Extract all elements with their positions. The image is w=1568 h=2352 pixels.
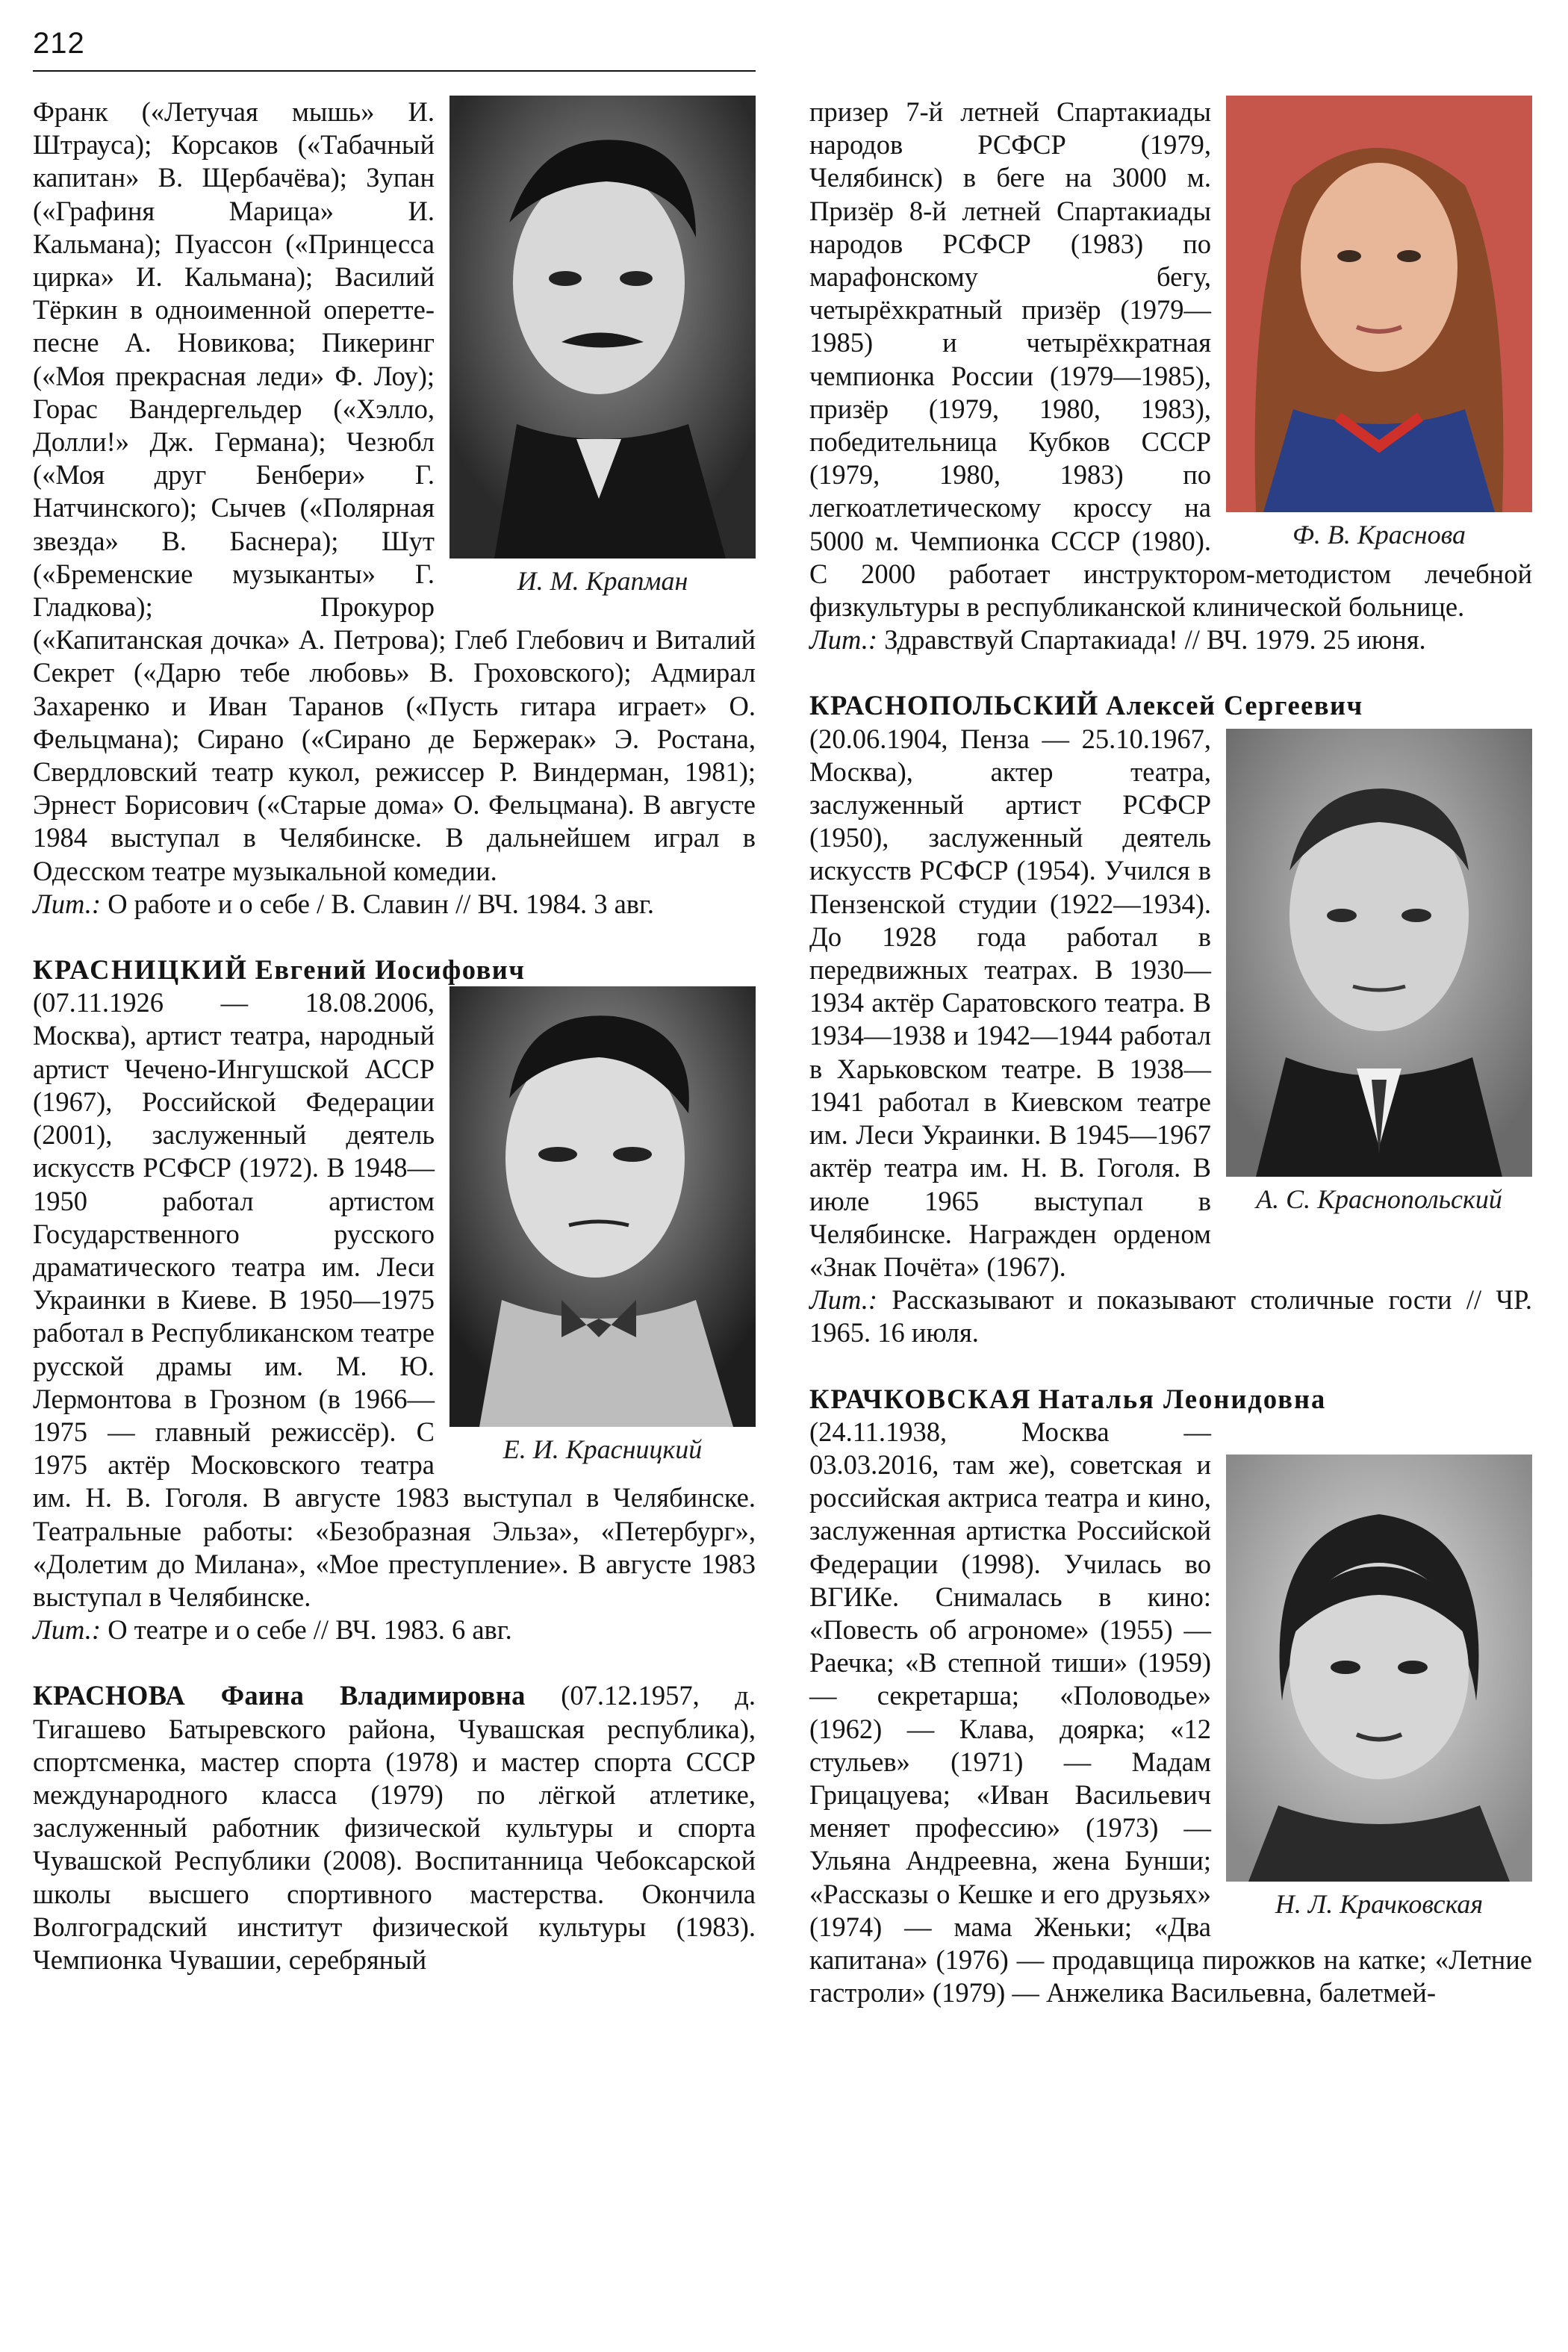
page-number: 212 <box>33 27 85 60</box>
portrait-krachkovskaya <box>1226 1455 1532 1882</box>
portrait-krapman <box>449 96 756 559</box>
spacer <box>809 656 1532 689</box>
surname-krasnova: КРАСНОВА <box>33 1680 186 1711</box>
lit-text: О театре и о себе // ВЧ. 1983. 6 авг. <box>101 1614 512 1646</box>
name-krasnopolsky: Алексей Сергеевич <box>1105 690 1363 721</box>
surname-krasnitsky: КРАСНИЦКИЙ <box>33 954 249 986</box>
text-krapman: Франк («Летучая мышь» И. Штрауса); Корсаков («Табачный капитан» В. Щербачёва); Зупан («Графиня Марица» И. Кальмана); Пуассон («Принцесса цирка» И. Кальмана); Василий Тёркин в одноименной оперетте-песне А. Новикова; Пикеринг («Моя прекрасная леди» Ф. Лоу); Горас Вандергельдер («Хэлло, Долли!» Дж. Германа); Чезюбл («Моя друг Бенбери» Г. Натчинского); Сычев («Полярная звезда» В. Баснера); Шут («Бременские музыканты» Г. Гладкова); Прокурор («Капитанская дочка» А. Петрова); Глеб Глебович и Виталий Секрет («Дарю тебе любовь» В. Гроховского); Адмирал Захаренко и Иван Таранов («Пусть гитара играет» О. Фельцмана); Сирано («Сирано де Бержерак» Э. Ростана, Свердловский театр кукол, режиссер Р. Виндерман, 1981); Эрнест Борисович («Старые дома» О. Фельцмана). В августе 1984 выступал в Челябинске. В дальнейшем играл в Одесском театре музыкальной комедии. <box>33 96 756 886</box>
surname-krasnopolsky: КРАСНОПОЛЬСКИЙ <box>809 690 1099 721</box>
lit-label: Лит.: <box>809 1284 878 1316</box>
portrait-krasnopolsky <box>1226 729 1532 1177</box>
name-krasnitsky: Евгений Иосифович <box>255 954 526 986</box>
lit-krasnova <box>809 623 1532 656</box>
text-krasnopolsky: (20.06.1904, Пенза — 25.10.1967, Москва), актер театра, заслуженный артист РСФСР (1950), заслуженный деятель искусств РСФСР (1954). Учился в Пензенской студии (1922—1934). До 1928 года работал в передвижных театрах. В 1930—1934 актёр Саратовского театра. В 1934—1938 и 1942—1944 работал в Харьковском театре. В 1938—1941 работал в Киевском театре им. Леси Украинки. В 1945—1967 актёр театра им. Н. В. Гоголя. В июле 1965 выступал в Челябинске. Награжден орденом «Знак Почёта» (1967). <box>809 723 1211 1282</box>
text-krasnova-start <box>33 1679 756 1976</box>
lit-krapman <box>33 888 756 921</box>
name-krachkovskaya: Наталья Леонидовна <box>1038 1383 1327 1414</box>
photo-krachkovskaya <box>1226 1455 1532 1920</box>
caption-krapman: И. М. Крапман <box>517 566 688 596</box>
lit-label: Лит.: <box>33 1614 102 1646</box>
lit-label: Лит.: <box>33 888 102 919</box>
text-krasnitsky: (07.11.1926 — 18.08.2006, Москва), артист театра, народный артист Чечено-Ингушской АССР (1967), Российской Федерации (2001), заслуженный деятель искусств РСФСР (1972). В 1948—1950 работал артистом Государственного русского драматического театра им. Леси Украинки в Киеве. В 1950—1975 работал в Республиканском театре русской драмы им. М. Ю. Лермонтова в Грозном (в 1966—1975 — главный режиссёр). С 1975 актёр Московского театра им. Н. В. Гоголя. В августе 1983 выступал в Челябинске. Театральные работы: «Безобразная Эльза», «Петербург», «Долетим до Милана», «Мое преступление». В августе 1983 выступал в Челябинске. <box>33 987 756 1612</box>
text-krachkovskaya: (24.11.1938, Москва — 03.03.2016, там же), советская и российская актриса театра и кино, заслуженная артистка Российской Федерации (1998). Училась во ВГИКе. Снималась в кино: «Повесть об агрономе» (1955) — Раечка; «В степной тиши» (1959) — секретарша; «Половодье» (1962) — Клава, доярка; «12 стульев» (1971) — Мадам Грицацуева; «Иван Васильевич меняет профессию» (1973) — Ульяна Андреевна, жена Бунши; «Рассказы о Кешке и его друзьях» (1974) — мама Женьки; «Два капитана» (1976) — продавщица пирожков на катке; «Летние гастроли» (1979) — Анжелика Васильевна, балетмей- <box>809 1416 1532 2009</box>
caption-krasnitsky: Е. И. Красницкий <box>503 1434 703 1465</box>
heading-krasnopolsky <box>809 689 1532 722</box>
portrait-krasnitsky <box>449 986 756 1427</box>
lit-text: О работе и о себе / В. Славин // ВЧ. 1984. 3 авг. <box>101 888 655 919</box>
heading-krachkovskaya <box>809 1383 1532 1416</box>
name-krasnova: Фаина Владимировна <box>220 1680 526 1711</box>
lit-text: Рассказывают и показывают столичные гости // ЧР. 1965. 16 июля. <box>809 1284 1532 1348</box>
header-rule <box>33 70 756 72</box>
right-column <box>809 96 1532 2009</box>
spacer <box>809 1350 1532 1383</box>
lit-krasnopolsky <box>809 1284 1532 1349</box>
spacer <box>33 1646 756 1679</box>
heading-krasnitsky <box>33 953 756 986</box>
caption-krasnova: Ф. В. Краснова <box>1292 520 1466 550</box>
portrait-krasnova <box>1226 96 1532 512</box>
surname-krachkovskaya: КРАЧКОВСКАЯ <box>809 1383 1032 1414</box>
body-krasnova: (07.12.1957, д. Тигашево Батыревского района, Чувашская республика), спортсменка, мастер спорта (1978) и мастер спорта СССР международного класса (1979) по лёгкой атлетике, заслуженный работник физической культуры и спорта Чувашской Республики (2008). Воспитанница Чебоксарской школы высшего спортивного мастерства. Окончила Волгоградский институт физической культуры (1983). Чемпионка Чувашии, серебряный <box>33 1680 756 1975</box>
lit-text: Здравствуй Спартакиада! // ВЧ. 1979. 25 июня. <box>877 624 1426 656</box>
lit-krasnitsky <box>33 1614 756 1646</box>
text-krasnova: призер 7-й летней Спартакиады народов РСФСР (1979, Челябинск) в беге на 3000 м. Призёр 8-й летней Спартакиады народов РСФСР (1983) по марафонскому бегу, четырёхкратный призёр (1979—1985) и четырёхкратная чемпионка России (1979—1985), призёр (1979, 1980, 1983), победительница Кубков СССР (1979, 1980, 1983) по легкоатлетическому кроссу на 5000 м. Чемпионка СССР (1980). С 2000 работает инструктором-методистом лечебной физкультуры в республиканской клинической больнице. <box>809 96 1532 623</box>
caption-krachkovskaya: Н. Л. Крачковская <box>1275 1888 1484 1919</box>
spacer <box>33 921 756 953</box>
left-column <box>33 96 756 1976</box>
lit-label: Лит.: <box>809 624 878 656</box>
photo-krapman <box>449 96 756 597</box>
photo-krasnopolsky <box>1226 729 1532 1216</box>
caption-krasnopolsky: А. С. Краснопольский <box>1256 1183 1502 1214</box>
photo-krasnova <box>1226 96 1532 551</box>
photo-krasnitsky <box>449 986 756 1466</box>
